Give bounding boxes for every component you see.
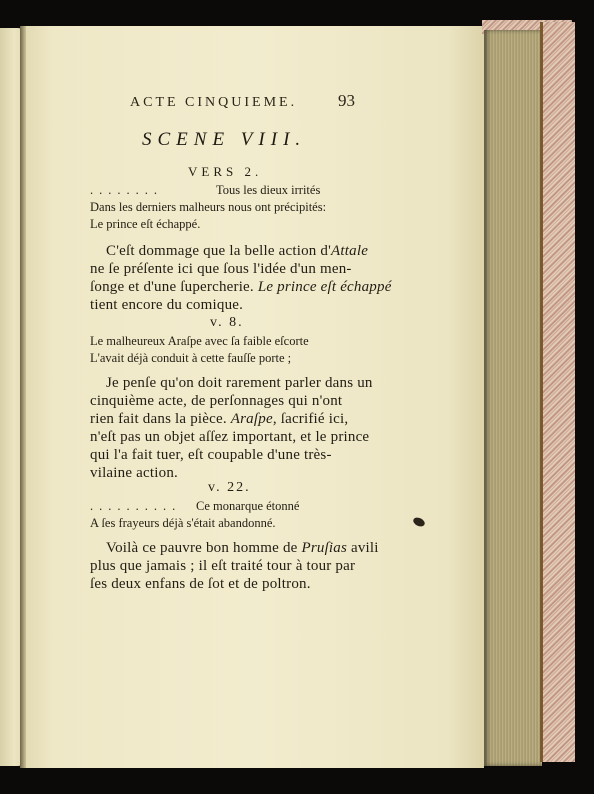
verse-label-1: VERS 2.	[188, 164, 263, 179]
commentary-line: ſes deux enfans de ſot et de poltron.	[90, 576, 311, 592]
commentary-line: Je penſe qu'on doit rarement parler dans un	[106, 375, 373, 391]
verse-line: L'avait déjà conduit à cette fauſſe porte ;	[90, 351, 292, 365]
ellipsis-dots-1: ........	[90, 183, 163, 197]
commentary-line: qui l'a fait tuer, eſt coupable d'une très-	[90, 447, 332, 463]
scene-title: SCENE VIII.	[142, 129, 307, 150]
marbled-cover-edge	[540, 22, 575, 762]
verse-line: A ſes frayeurs déjà s'était abandonné.	[90, 516, 276, 530]
running-head: ACTE CINQUIEME.	[130, 95, 298, 110]
verse-line: Tous les dieux irrités	[216, 183, 321, 197]
commentary-line: cinquième acte, de perſonnages qui n'ont	[90, 393, 343, 409]
verse-label-3: v. 22.	[208, 480, 251, 495]
verse-line: Le prince eſt échappé.	[90, 217, 201, 231]
commentary-line: Voilà ce pauvre bon homme de Pruſias avili	[106, 540, 379, 556]
commentary-line: n'eſt pas un objet aſſez important, et le prince	[90, 429, 370, 445]
commentary-line: ſonge et d'une ſupercherie. Le prince eſt échappé	[90, 279, 392, 295]
verse-line: Ce monarque étonné	[196, 499, 300, 513]
commentary-line: tient encore du comique.	[90, 297, 244, 313]
verse-label-2: v. 8.	[210, 315, 244, 330]
commentary-line: vilaine action.	[90, 465, 178, 481]
verse-line: Dans les derniers malheurs nous ont précipités:	[90, 200, 327, 214]
page-number: 93	[338, 91, 355, 110]
verse-line: Le malheureux Araſpe avec ſa faible eſcorte	[90, 334, 309, 348]
commentary-line: plus que jamais ; il eſt traité tour à tour par	[90, 558, 356, 574]
commentary-line: ne ſe préſente ici que ſous l'idée d'un men-	[90, 261, 352, 277]
commentary-line: rien fait dans la pièce. Araſpe, ſacrifié ici,	[90, 411, 349, 427]
commentary-line: C'eſt dommage que la belle action d'Attale	[106, 243, 369, 259]
ellipsis-dots-2: ..........	[90, 499, 182, 513]
page-block-edge	[484, 30, 542, 766]
